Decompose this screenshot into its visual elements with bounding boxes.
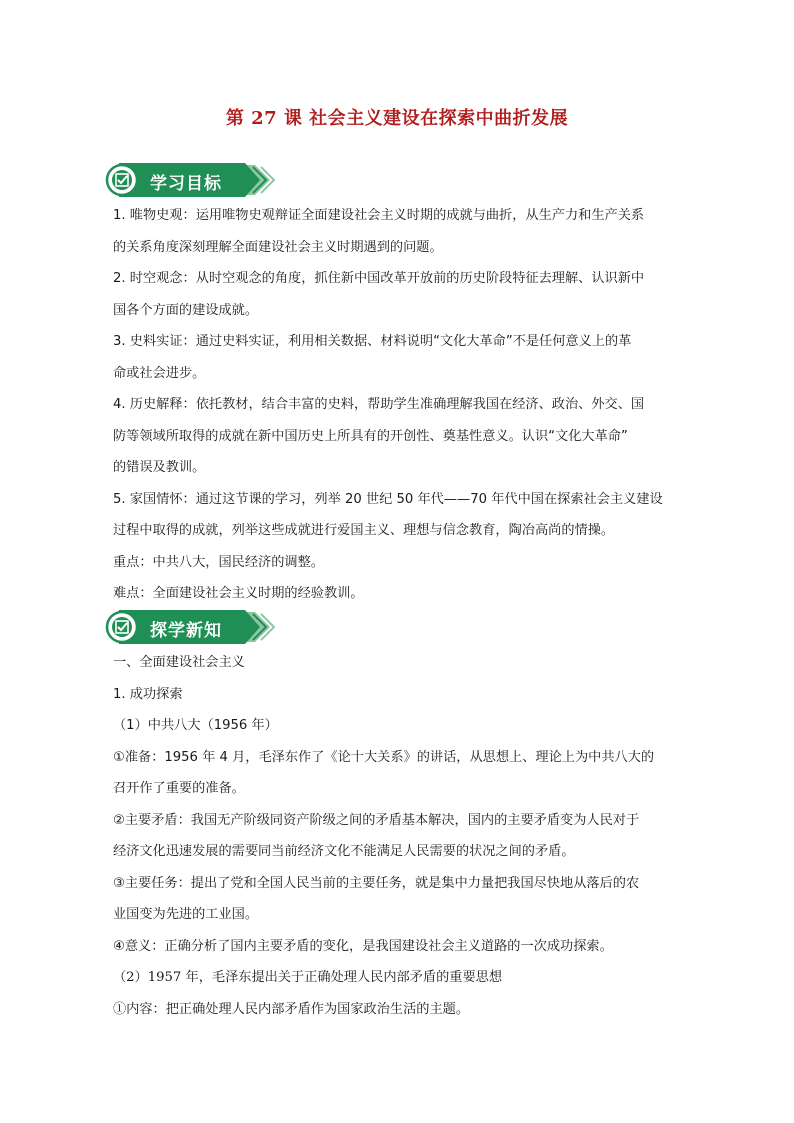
text-line: ②主要矛盾：我国无产阶级同资产阶级之间的矛盾基本解决，国内的主要矛盾变为人民对于	[113, 812, 640, 828]
text-line: 召开作了重要的准备。	[113, 781, 245, 796]
text-line: 的关系角度深刻理解全面建设社会主义时期遇到的问题。	[113, 239, 443, 255]
text-line: 的错误及教训。	[113, 460, 206, 475]
text-line: （2）1957 年，毛泽东提出关于正确处理人民内部矛盾的重要思想	[113, 970, 503, 985]
text-line: 一、全面建设社会主义	[113, 655, 245, 670]
text-line: ①内容：把正确处理人民内部矛盾作为国家政治生活的主题。	[113, 1001, 470, 1017]
text-line: 4. 历史解释：依托教材，结合丰富的史料，帮助学生准确理解我国在经济、政治、外交、国	[113, 397, 645, 412]
objectives-content	[113, 200, 683, 610]
text-line: ③主要任务：提出了党和全国人民当前的主要任务，就是集中力量把我国尽快地从落后的农	[113, 875, 640, 891]
section-banner-objectives	[105, 163, 275, 197]
section-banner-new-knowledge	[105, 610, 275, 644]
text-line: ④意义：正确分析了国内主要矛盾的变化，是我国建设社会主义道路的一次成功探索。	[113, 938, 613, 954]
check-icon	[105, 610, 139, 644]
page-title: 第 27 课 社会主义建设在探索中曲折发展	[225, 108, 569, 129]
section-heading-new-knowledge: 探学新知	[150, 621, 222, 641]
text-line: 国各个方面的建设成就。	[113, 302, 259, 318]
new-knowledge-content	[113, 647, 683, 1025]
text-line: 5. 家国情怀：通过这节课的学习，列举 20 世纪 50 年代——70 年代中国在探索社会主义建设	[113, 491, 663, 507]
text-line: 3. 史料实证：通过史料实证，利用相关数据、材料说明“文化大革命”不是任何意义上的革	[113, 334, 632, 349]
text-line: 防等领域所取得的成就在新中国历史上所具有的开创性、奠基性意义。认识“文化大革命”	[113, 428, 628, 444]
text-line: 2. 时空观念：从时空观念的角度，抓住新中国改革开放前的历史阶段特征去理解、认识新中	[113, 271, 645, 286]
text-line: （1）中共八大（1956 年）	[113, 718, 278, 733]
text-line: 重点：中共八大，国民经济的调整。	[113, 554, 324, 570]
text-line: 1. 唯物史观：运用唯物史观辩证全面建设社会主义时期的成就与曲折，从生产力和生产关系	[113, 208, 645, 223]
text-line: 业国变为先进的工业国。	[113, 907, 259, 922]
text-line: 难点：全面建设社会主义时期的经验教训。	[113, 586, 364, 601]
check-icon	[105, 163, 139, 197]
text-line: ①准备：1956 年 4 月，毛泽东作了《论十大关系》的讲话，从思想上、理论上为中共八大的	[113, 749, 655, 765]
section-heading-objectives: 学习目标	[150, 174, 222, 194]
text-line: 经济文化迅速发展的需要同当前经济文化不能满足人民需要的状况之间的矛盾。	[113, 844, 575, 859]
text-line: 1. 成功探索	[113, 686, 183, 702]
text-line: 过程中取得的成就，列举这些成就进行爱国主义、理想与信念教育，陶冶高尚的情操。	[113, 523, 615, 538]
text-line: 命或社会进步。	[113, 365, 206, 381]
